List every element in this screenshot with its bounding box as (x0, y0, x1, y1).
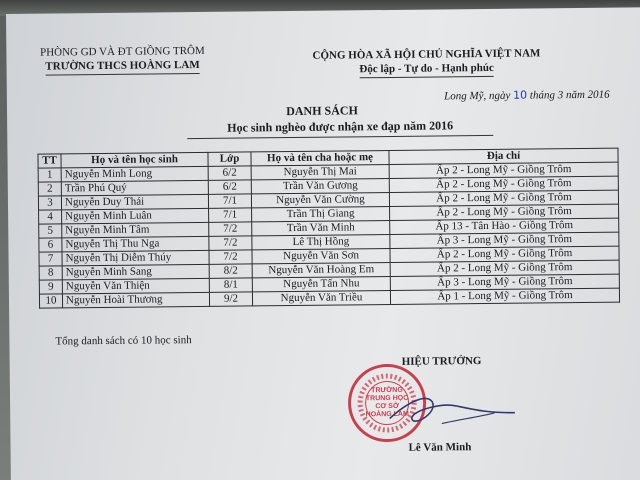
document-subtitle: Học sinh nghèo được nhận xe đạp năm 2016 (187, 117, 493, 139)
national-heading (306, 46, 546, 79)
total-summary: Tổng danh sách có 10 học sinh (55, 334, 192, 348)
address: Ấp 2 - Long Mỹ - Giồng Trôm (390, 204, 619, 220)
address: Ấp 13 - Tân Hào - Giồng Trôm (390, 218, 619, 234)
student-name: Nguyễn Minh Sang (62, 264, 209, 280)
class-name: 7/2 (209, 236, 252, 250)
class-name: 7/1 (209, 208, 252, 222)
document-sheet (6, 7, 640, 480)
class-name: 7/2 (209, 250, 252, 264)
parent-name: Nguyễn Văn Hoàng Em (252, 262, 390, 277)
address: Ấp 3 - Long Mỹ - Giồng Trôm (390, 232, 619, 248)
row-index: 1 (38, 168, 61, 182)
column-header-index: TT (38, 154, 61, 168)
student-name: Nguyễn Văn Thiện (62, 278, 209, 294)
handwritten-day: 10 (513, 88, 528, 102)
column-header-class: Lớp (208, 152, 251, 166)
row-index: 3 (38, 196, 61, 210)
motto: Độc lập - Tự do - Hạnh phúc (359, 61, 494, 78)
student-name: Nguyễn Thị Thu Nga (62, 236, 209, 252)
department-name: PHÒNG GD VÀ ĐT GIỒNG TRÔM (39, 44, 205, 59)
address: Ấp 2 - Long Mỹ - Giồng Trôm (389, 190, 618, 206)
parent-name: Nguyễn Tấn Nhu (252, 276, 390, 291)
address: Ấp 2 - Long Mỹ - Giồng Trôm (390, 246, 619, 262)
parent-name: Lê Thị Hồng (252, 234, 390, 249)
address: Ấp 2 - Long Mỹ - Giồng Trôm (389, 162, 618, 178)
student-name: Nguyễn Minh Long (61, 166, 208, 182)
student-name: Trần Phú Quý (61, 180, 208, 196)
row-index: 4 (39, 210, 62, 224)
handwritten-signature (382, 383, 523, 440)
place-date (437, 88, 617, 103)
parent-name: Nguyễn Văn Cường (251, 192, 389, 207)
parent-name: Trần Thị Giang (252, 206, 390, 221)
address: Ấp 1 - Long Mỹ - Giồng Trôm (390, 288, 619, 304)
school-name: TRƯỜNG THCS HOÀNG LAM (45, 58, 199, 76)
student-name: Nguyễn Minh Tâm (62, 222, 209, 238)
address: Ấp 2 - Long Mỹ - Giồng Trôm (389, 176, 618, 192)
signer-role: HIỆU TRƯỞNG (401, 355, 482, 368)
document-title: DANH SÁCH (286, 103, 358, 119)
row-index: 9 (39, 280, 62, 294)
class-name: 8/2 (209, 264, 252, 278)
row-index: 6 (39, 238, 62, 252)
student-name: Nguyễn Thị Diễm Thúy (62, 250, 209, 266)
class-name: 6/2 (208, 166, 251, 180)
column-header-student: Họ và tên học sinh (61, 152, 208, 168)
class-name: 6/2 (208, 180, 251, 194)
document-heading (187, 101, 457, 139)
student-name: Nguyễn Duy Thái (61, 194, 208, 210)
row-index: 8 (39, 266, 62, 280)
class-name: 8/1 (209, 278, 252, 292)
seal-center-text: TRƯỜNG TRUNG HỌC CƠ SỞ HOÀNG LAM (365, 386, 409, 419)
row-index: 7 (39, 252, 62, 266)
column-header-address: Địa chỉ (389, 148, 618, 164)
parent-name: Trần Văn Gương (251, 178, 389, 193)
class-name: 7/2 (209, 222, 252, 236)
class-name: 7/1 (208, 194, 251, 208)
place-date-prefix: Long Mỹ, ngày (444, 89, 511, 103)
row-index: 10 (39, 294, 62, 308)
column-header-parent: Họ và tên cha hoặc mẹ (251, 150, 389, 165)
row-index: 5 (39, 224, 62, 238)
issuing-agency (34, 44, 210, 76)
country-name: CỘNG HÒA XÃ HỘI CHỦ NGHĨA VIỆT NAM (312, 47, 541, 62)
class-name: 9/2 (209, 292, 252, 306)
address: Ấp 3 - Long Mỹ - Giồng Trôm (390, 274, 619, 290)
parent-name: Nguyễn Văn Triều (252, 290, 390, 305)
student-list-table (37, 148, 620, 309)
place-date-rest: tháng 3 năm 2016 (529, 88, 610, 102)
parent-name: Trần Văn Minh (252, 220, 390, 235)
student-name: Nguyễn Minh Luân (62, 208, 209, 224)
parent-name: Nguyễn Thị Mai (251, 164, 389, 179)
student-name: Nguyễn Hoài Thương (62, 292, 209, 308)
address: Ấp 2 - Long Mỹ - Giồng Trôm (390, 260, 619, 276)
signer-name: Lê Văn Minh (408, 441, 472, 454)
row-index: 2 (38, 182, 61, 196)
parent-name: Nguyễn Văn Sơn (252, 248, 390, 263)
